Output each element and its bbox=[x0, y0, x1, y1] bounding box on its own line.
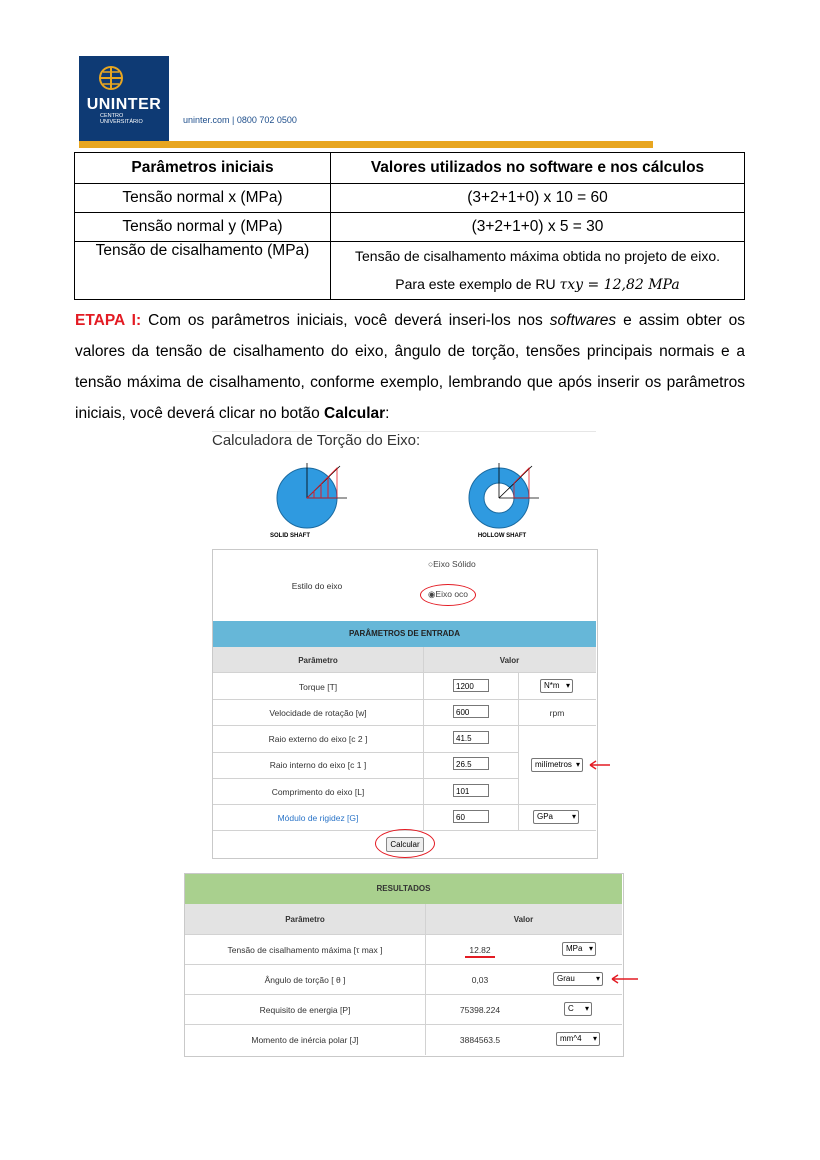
radio-solid-label: Eixo Sólido bbox=[433, 559, 476, 569]
etapa-label: ETAPA I: bbox=[75, 312, 142, 329]
outer-radius-input[interactable]: 41.5 bbox=[453, 731, 489, 744]
calculate-button[interactable]: Calcular bbox=[386, 837, 424, 852]
divider bbox=[213, 804, 596, 805]
params-table bbox=[74, 152, 745, 300]
para-text: : bbox=[385, 405, 390, 422]
divider bbox=[185, 964, 622, 965]
col-param: Parâmetro bbox=[285, 915, 325, 924]
param-label: Comprimento do eixo [L] bbox=[271, 787, 365, 797]
arrow-icon bbox=[610, 973, 640, 985]
col-value: Valor bbox=[499, 656, 520, 665]
table-cell: Tensão normal x (MPa) bbox=[75, 184, 331, 213]
shear-ru: Para este exemplo de RU bbox=[395, 276, 556, 292]
result-value: 0,03 bbox=[471, 975, 489, 985]
modulus-unit-select[interactable]: GPa ▾ bbox=[533, 810, 579, 824]
speed-input[interactable]: 600 bbox=[453, 705, 489, 718]
table-cell: Tensão normal y (MPa) bbox=[75, 213, 331, 242]
style-label: Estilo do eixo bbox=[291, 581, 343, 591]
col-param: Parâmetro bbox=[298, 656, 338, 665]
divider bbox=[213, 725, 596, 726]
etapa-paragraph bbox=[75, 305, 745, 429]
red-highlight bbox=[420, 584, 476, 606]
para-text: Com os parâmetros iniciais, você deverá inseri-los nos bbox=[141, 312, 550, 329]
torque-unit-select[interactable]: N*m ▾ bbox=[540, 679, 573, 693]
table-cell: Tensão de cisalhamento (MPa) bbox=[75, 242, 331, 300]
radio-hollow[interactable]: ◉Eixo oco bbox=[428, 589, 469, 599]
result-value: 12.82 bbox=[469, 945, 491, 955]
param-label: Torque [T] bbox=[298, 682, 338, 692]
divider bbox=[213, 752, 519, 753]
param-label: Raio interno do eixo [c 1 ] bbox=[269, 760, 367, 770]
param-label: Módulo de rigidez [G] bbox=[277, 813, 359, 823]
divider bbox=[185, 994, 622, 995]
solid-shaft-diagram bbox=[272, 458, 352, 533]
modulus-input[interactable]: 60 bbox=[453, 810, 489, 823]
calc-title: Calculadora de Torção do Eixo: bbox=[212, 432, 421, 449]
param-label: Raio externo do eixo [c 2 ] bbox=[268, 734, 368, 744]
divider bbox=[185, 1024, 622, 1025]
divider bbox=[425, 904, 426, 1055]
result-label: Ângulo de torção [ θ ] bbox=[264, 975, 346, 985]
radio-solid[interactable]: ○Eixo Sólido bbox=[428, 559, 476, 569]
shear-desc: Tensão de cisalhamento máxima obtida no projeto de eixo. bbox=[355, 248, 720, 264]
para-text: e assim obter os valores da tensão de cisalhamento do eixo, ângulo de torção, tensões principais normais e a tensão máxima de cisalhamento, conforme exemplo, lembrando que após inserir os parâmetros iniciais, você deverá clicar no botão bbox=[75, 312, 745, 422]
divider bbox=[213, 672, 596, 673]
para-bold: Calcular bbox=[324, 405, 386, 422]
divider bbox=[213, 778, 519, 779]
energy-unit-select[interactable]: C ▾ bbox=[564, 1002, 592, 1016]
hollow-shaft-label: HOLLOW SHAFT bbox=[477, 533, 527, 539]
table-cell bbox=[331, 242, 745, 300]
solid-shaft-label: SOLID SHAFT bbox=[270, 533, 310, 539]
input-header: PARÂMETROS DE ENTRADA bbox=[349, 629, 460, 638]
hollow-shaft-diagram bbox=[464, 458, 544, 533]
result-value: 75398.224 bbox=[459, 1005, 501, 1015]
result-value: 3884563.5 bbox=[459, 1035, 501, 1045]
result-label: Requisito de energia [P] bbox=[259, 1005, 351, 1015]
divider bbox=[185, 934, 622, 935]
table-header: Valores utilizados no software e nos cálculos bbox=[331, 153, 745, 184]
arrow-icon bbox=[588, 759, 612, 771]
stress-unit-select[interactable]: MPa ▾ bbox=[562, 942, 596, 956]
result-label: Tensão de cisalhamento máxima [τ max ] bbox=[227, 945, 383, 955]
torque-input[interactable]: 1200 bbox=[453, 679, 489, 692]
logo-subtitle: CENTRO UNIVERSITÁRIO bbox=[100, 113, 143, 125]
shear-math: τxy = 12,82 MPa bbox=[559, 277, 680, 293]
param-label: Velocidade de rotação [w] bbox=[269, 708, 367, 718]
col-value: Valor bbox=[513, 915, 534, 924]
globe-icon bbox=[96, 64, 126, 92]
table-header: Parâmetros iniciais bbox=[75, 153, 331, 184]
logo-name: UNINTER bbox=[86, 96, 162, 113]
red-highlight bbox=[375, 829, 435, 858]
result-label: Momento de inércia polar [J] bbox=[251, 1035, 359, 1045]
header-divider bbox=[79, 141, 653, 148]
table-cell: (3+2+1+0) x 10 = 60 bbox=[331, 184, 745, 213]
length-input[interactable]: 101 bbox=[453, 784, 489, 797]
divider bbox=[213, 699, 596, 700]
speed-unit: rpm bbox=[549, 708, 565, 718]
radio-hollow-label: Eixo oco bbox=[435, 589, 469, 599]
site-contact: uninter.com | 0800 702 0500 bbox=[183, 115, 297, 125]
angle-unit-select[interactable]: Grau ▾ bbox=[553, 972, 603, 986]
results-header: RESULTADOS bbox=[376, 884, 431, 893]
inner-radius-input[interactable]: 26.5 bbox=[453, 757, 489, 770]
table-cell: (3+2+1+0) x 5 = 30 bbox=[331, 213, 745, 242]
inertia-unit-select[interactable]: mm^4 ▾ bbox=[556, 1032, 600, 1046]
red-underline bbox=[465, 956, 495, 958]
length-unit-select[interactable]: milímetros ▾ bbox=[531, 758, 583, 772]
divider bbox=[518, 672, 519, 830]
para-italic: softwares bbox=[549, 312, 617, 329]
divider bbox=[423, 647, 424, 830]
